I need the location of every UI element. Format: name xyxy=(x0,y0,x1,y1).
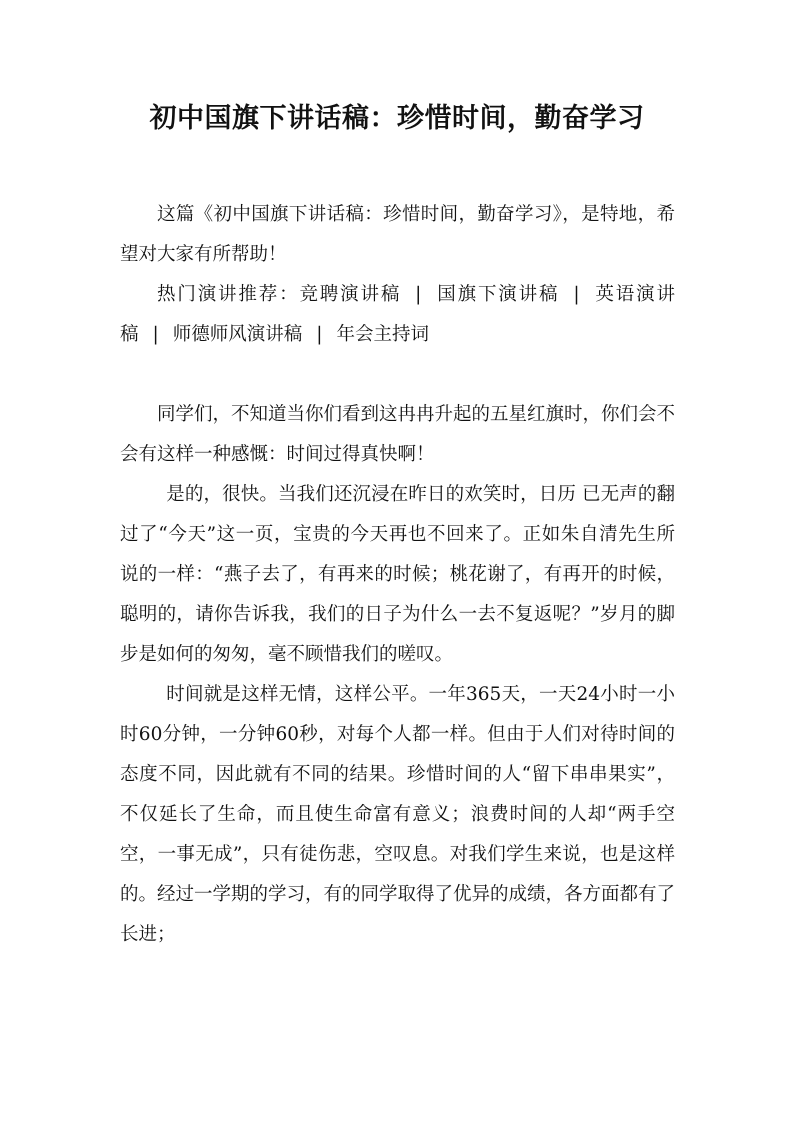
document-body xyxy=(120,195,675,955)
recommend-line xyxy=(120,275,675,355)
separator: | xyxy=(415,284,422,305)
recommend-link[interactable]: 英语演讲稿 xyxy=(120,284,675,345)
recommend-label: 热门演讲推荐： xyxy=(157,284,300,305)
separator: | xyxy=(573,284,580,305)
recommend-link[interactable]: 国旗下演讲稿 xyxy=(435,284,560,305)
body-paragraph: 同学们，不知道当你们看到这冉冉升起的五星红旗时，你们会不会有这样一种感慨：时间过得真快啊！ xyxy=(120,404,676,465)
body-paragraph: 是的，很快。当我们还沉浸在昨日的欢笑时，日历 已无声的翻过了“今天”这一页，宝贵的今天再也不回来了。正如朱自清先生所说的一样：“燕子去了，有再来的时候；桃花谢了，有再开的时候，聪明的，请你告诉我，我们的日子为什么一去不复返呢？”岁月的脚步是如何的匆匆，毫不顾惜我们的嗟叹。 xyxy=(120,484,675,665)
intro-paragraph: 这篇《初中国旗下讲话稿：珍惜时间，勤奋学习》，是特地，希望对大家有所帮助！ xyxy=(120,204,675,265)
recommend-link[interactable]: 年会主持词 xyxy=(336,324,430,345)
recommend-link[interactable]: 师德师风演讲稿 xyxy=(172,324,303,345)
recommend-link[interactable]: 竞聘演讲稿 xyxy=(299,284,402,305)
document-title: 初中国旗下讲话稿：珍惜时间，勤奋学习 xyxy=(149,103,645,134)
body-paragraph: 时间就是这样无情，这样公平。一年365天，一天24小时一小时60分钟，一分钟60秒，对每个人都一样。但由于人们对待时间的态度不同，因此就有不同的结果。珍惜时间的人“留下串串果实”，不仅延长了生命，而且使生命富有意义；浪费时间的人却“两手空空，一事无成”，只有徒伤悲，空叹息。对我们学生来说，也是这样的。经过一学期的学习，有的同学取得了优异的成绩，各方面都有了长进； xyxy=(120,684,676,945)
separator: | xyxy=(152,324,159,345)
separator: | xyxy=(316,324,323,345)
